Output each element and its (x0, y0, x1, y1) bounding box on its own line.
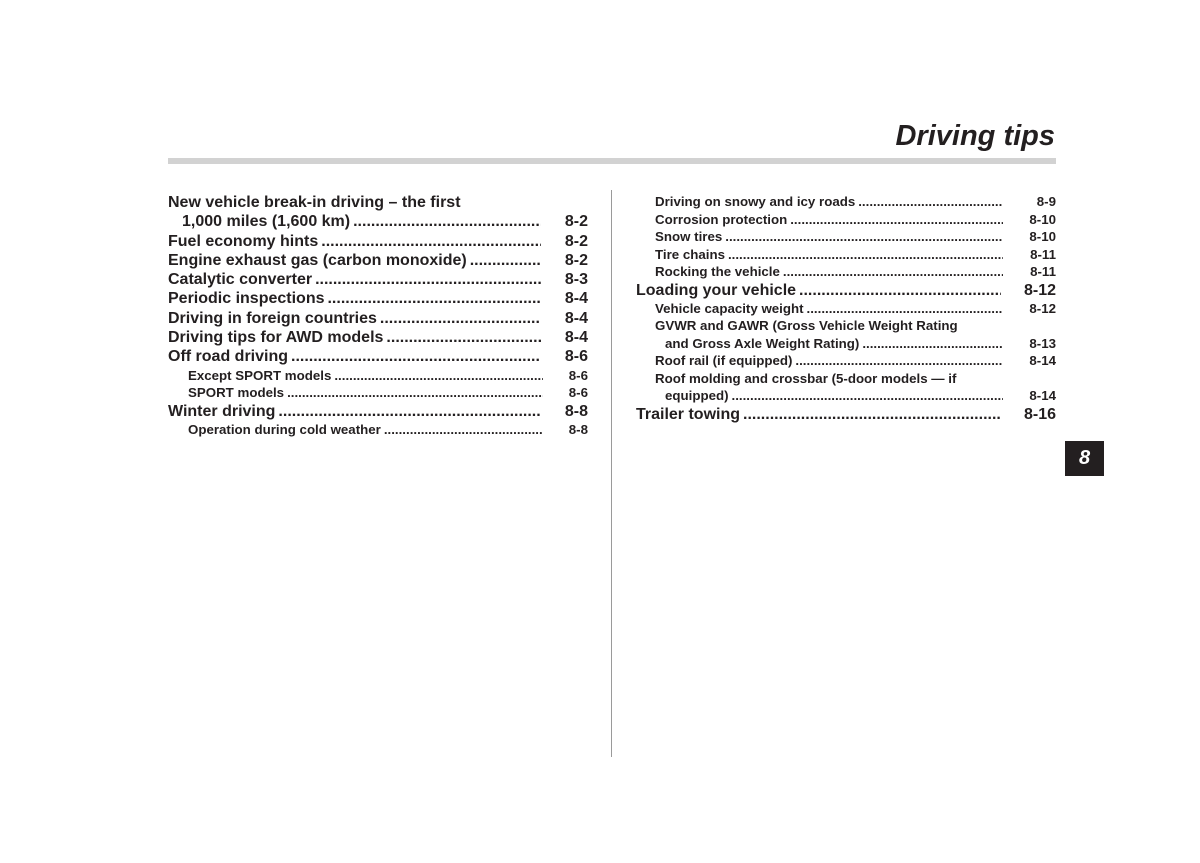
dot-leader (327, 289, 541, 308)
toc-entry-title: Vehicle capacity weight (655, 300, 804, 316)
toc-page-number: 8-6 (568, 385, 588, 401)
dot-leader (858, 193, 1003, 211)
toc-page-number: 8-4 (564, 329, 588, 347)
toc-entry-title: GVWR and GAWR (Gross Vehicle Weight Rating (655, 318, 958, 334)
toc-entry[interactable] (636, 370, 1056, 405)
dot-leader (862, 335, 1003, 353)
toc-page-number: 8-14 (1029, 353, 1056, 369)
toc-entry-title: Operation during cold weather (188, 421, 381, 437)
toc-entry-title: Roof rail (if equipped) (655, 353, 793, 369)
dot-leader (334, 367, 543, 385)
dot-leader (315, 270, 541, 289)
toc-entry-title: New vehicle break-in driving – the first (168, 194, 461, 211)
toc-entry-title: Driving in foreign countries (168, 309, 377, 327)
toc-entry-title: Periodic inspections (168, 290, 325, 308)
toc-entry[interactable] (168, 309, 588, 328)
toc-entry-title: Engine exhaust gas (carbon monoxide) (168, 251, 467, 269)
toc-entry-title: Tire chains (655, 246, 725, 262)
toc-entry[interactable] (168, 421, 588, 439)
toc-entry-title: Fuel economy hints (168, 232, 319, 250)
toc-entry[interactable] (168, 270, 588, 289)
toc-entry-title: Driving tips for AWD models (168, 329, 384, 347)
dot-leader (380, 309, 541, 328)
toc-entry[interactable] (168, 251, 588, 270)
toc-entry[interactable] (636, 228, 1056, 246)
toc-entry-title: Catalytic converter (168, 271, 313, 289)
toc-page-number: 8-11 (1030, 246, 1056, 262)
toc-page-number: 8-6 (568, 367, 588, 383)
dot-leader (278, 402, 541, 421)
toc-entry[interactable] (636, 300, 1056, 318)
toc-left-column (168, 193, 588, 438)
toc-entry[interactable] (168, 289, 588, 308)
toc-entry[interactable] (168, 232, 588, 251)
toc-entry-title: Rocking the vehicle (655, 264, 780, 279)
toc-entry[interactable] (636, 211, 1056, 229)
toc-page-number: 8-9 (1036, 194, 1056, 209)
toc-page-number: 8-8 (564, 402, 588, 420)
dot-leader (783, 263, 1003, 281)
toc-page-number: 8-2 (564, 213, 588, 231)
toc-entry-title: Trailer towing (636, 405, 741, 423)
dot-leader (743, 405, 1001, 424)
dot-leader (470, 251, 541, 270)
toc-entry-title: Roof molding and crossbar (5-door models — if (655, 370, 957, 386)
toc-entry-title: Corrosion protection (655, 211, 788, 227)
toc-entry[interactable] (636, 352, 1056, 370)
toc-page-number: 8-14 (1029, 388, 1056, 404)
toc-entry-title: Except SPORT models (188, 367, 332, 383)
dot-leader (732, 387, 1003, 405)
dot-leader (386, 328, 541, 347)
toc-entry-title: equipped) (665, 388, 729, 404)
dot-leader (799, 281, 1001, 300)
toc-entry[interactable] (636, 405, 1056, 424)
toc-entry[interactable] (636, 263, 1056, 281)
dot-leader (790, 211, 1003, 229)
toc-entry[interactable] (636, 246, 1056, 264)
toc-page-number: 8-12 (1029, 300, 1056, 316)
toc-entry[interactable] (168, 347, 588, 366)
toc-page-number: 8-16 (1023, 405, 1056, 423)
dot-leader (728, 246, 1003, 264)
toc-page-number: 8-2 (564, 232, 588, 250)
toc-page-number: 8-2 (564, 251, 588, 269)
toc-entry-title: Winter driving (168, 402, 276, 420)
toc-entry-title: Driving on snowy and icy roads (655, 194, 856, 209)
chapter-tab[interactable] (1065, 441, 1104, 476)
toc-page-number: 8-12 (1023, 281, 1056, 299)
toc-page-number: 8-13 (1029, 335, 1056, 351)
dot-leader (384, 421, 543, 439)
dot-leader (321, 232, 541, 251)
toc-entry[interactable] (168, 402, 588, 421)
toc-page-number: 8-8 (568, 421, 588, 437)
toc-entry-title: Off road driving (168, 348, 288, 366)
dot-leader (807, 300, 1003, 318)
toc-entry[interactable] (168, 193, 588, 232)
toc-entry[interactable] (636, 317, 1056, 352)
toc-entry[interactable] (168, 384, 588, 402)
dot-leader (291, 347, 541, 366)
dot-leader (725, 228, 1003, 246)
toc-page-number: 8-4 (564, 309, 588, 327)
toc-entry-title: 1,000 miles (1,600 km) (182, 213, 351, 231)
dot-leader (795, 352, 1003, 370)
chapter-number: 8 (1078, 447, 1091, 469)
toc-page-number: 8-10 (1029, 211, 1056, 227)
toc-entry[interactable] (636, 281, 1056, 300)
column-divider (611, 190, 612, 757)
toc-entry-title: Snow tires (655, 229, 723, 244)
toc-right-column (636, 193, 1056, 424)
toc-page-number: 8-4 (564, 290, 588, 308)
toc-entry-title: SPORT models (188, 385, 285, 401)
title-rule (168, 158, 1056, 164)
page-title: Driving tips (895, 120, 1055, 152)
toc-entry[interactable] (636, 193, 1056, 211)
dot-leader (287, 384, 543, 402)
toc-page-number: 8-6 (564, 348, 588, 366)
dot-leader (353, 212, 541, 231)
toc-entry[interactable] (168, 328, 588, 347)
toc-entry-title: Loading your vehicle (636, 281, 797, 299)
toc-entry[interactable] (168, 367, 588, 385)
toc-page-number: 8-3 (564, 271, 588, 289)
toc-entry-title: and Gross Axle Weight Rating) (665, 335, 860, 351)
toc-page-number: 8-10 (1029, 229, 1056, 244)
toc-page-number: 8-11 (1030, 264, 1056, 279)
